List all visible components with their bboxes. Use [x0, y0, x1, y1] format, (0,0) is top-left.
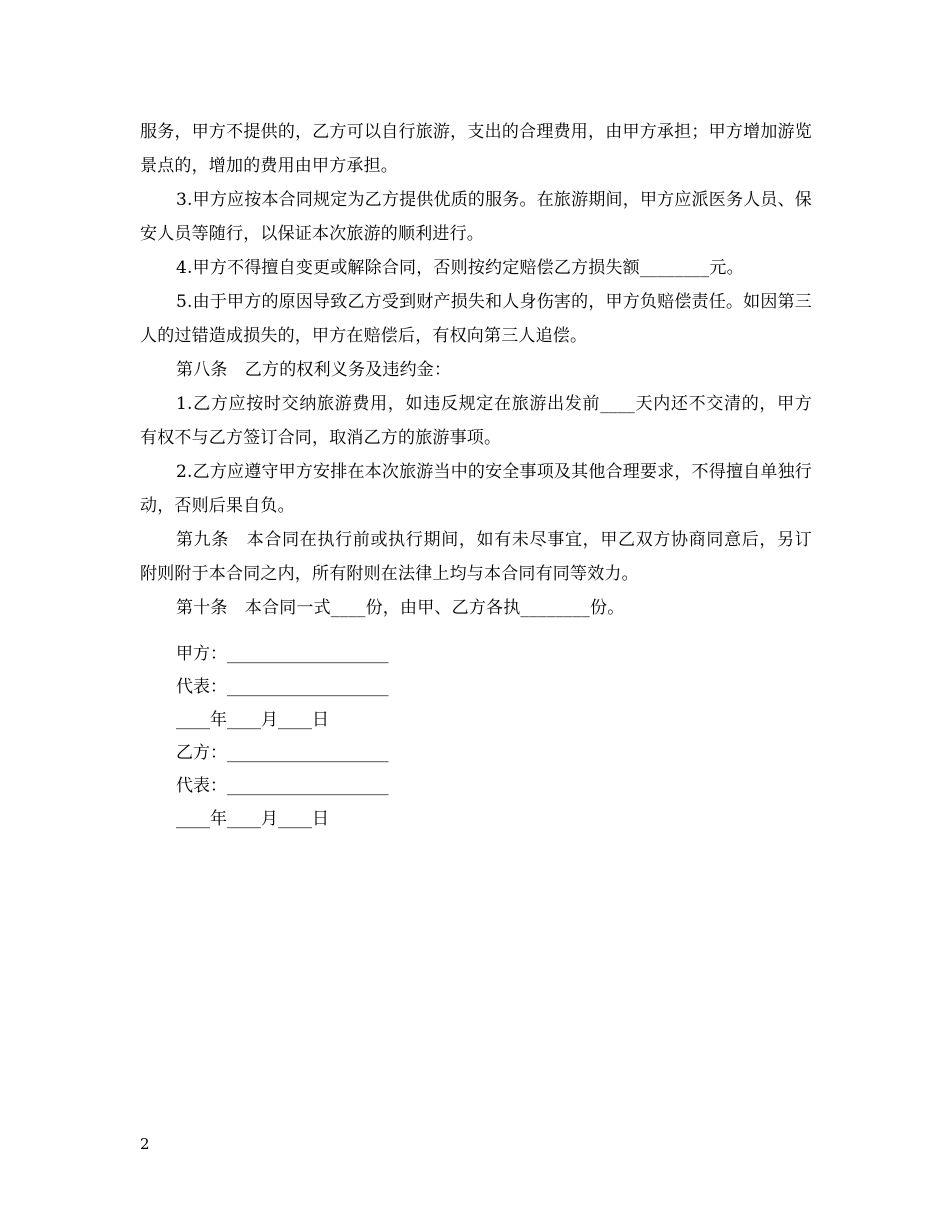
article-10: 第十条 本合同一式____份，由甲、乙方各执________份。	[176, 598, 625, 618]
contract-body	[140, 115, 812, 625]
signature-date-b: ____年____月____日	[176, 809, 329, 829]
paragraph-clause-7-5: 5.由于甲方的原因导致乙方受到财产损失和人身伤害的，甲方负赔偿责任。如因第三人的过错造成损失的，甲方在赔偿后，有权向第三人追偿。	[140, 292, 812, 346]
paragraph-clause-8-1: 1.乙方应按时交纳旅游费用，如违反规定在旅游出发前____天内还不交清的，甲方有权不与乙方签订合同，取消乙方的旅游事项。	[140, 394, 812, 448]
paragraph-clause-7-3: 3.甲方应按本合同规定为乙方提供优质的服务。在旅游期间，甲方应派医务人员、保安人员等随行，以保证本次旅游的顺利进行。	[140, 190, 812, 244]
paragraph-continuation: 服务，甲方不提供的，乙方可以自行旅游，支出的合理费用，由甲方承担；甲方增加游览景点的，增加的费用由甲方承担。	[140, 122, 812, 176]
signature-date-a: ____年____月____日	[176, 710, 329, 730]
signature-representative-a: 代表：___________________	[176, 677, 389, 697]
signature-party-a: 甲方：___________________	[176, 644, 389, 664]
paragraph-clause-8-2: 2.乙方应遵守甲方安排在本次旅游当中的安全事项及其他合理要求，不得擅自单独行动，否则后果自负。	[140, 462, 812, 516]
article-9: 第九条 本合同在执行前或执行期间，如有未尽事宜，甲乙双方协商同意后，另订附则附于本合同之内，所有附则在法律上均与本合同有同等效力。	[140, 530, 812, 584]
paragraph-clause-7-4: 4.甲方不得擅自变更或解除合同，否则按约定赔偿乙方损失额________元。	[176, 258, 744, 278]
signature-representative-b: 代表：___________________	[176, 776, 389, 796]
page-number: 2	[140, 1135, 150, 1153]
signature-party-b: 乙方：___________________	[176, 743, 389, 763]
article-8-heading: 第八条 乙方的权利义务及违约金：	[176, 360, 452, 380]
